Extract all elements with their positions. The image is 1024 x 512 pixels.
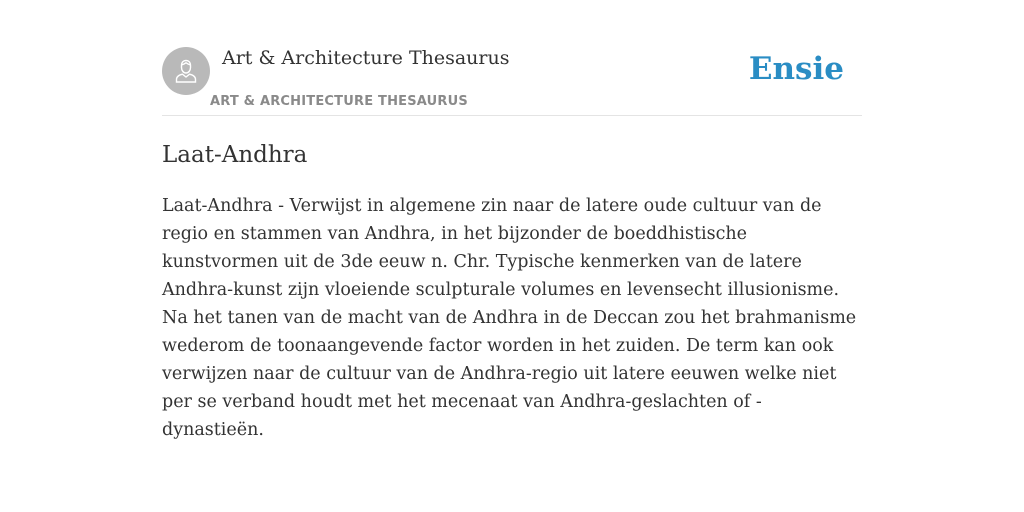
author-name[interactable]: Art & Architecture Thesaurus xyxy=(222,47,510,69)
ensie-logo[interactable]: Ensie xyxy=(748,51,844,87)
entry-header xyxy=(162,40,862,116)
term-definition: Laat-Andhra - Verwijst in algemene zin naar de latere oude cultuur van de regio en stammen van Andhra, in het bijzonder de boeddhistische kunstvormen uit de 3de eeuw n. Chr. Typische kenmerken van de latere Andhra-kunst zijn vloeiende sculpturale volumes en levensecht illusionisme. Na het tanen van de macht van de Andhra in de Deccan zou het brahmanisme wederom de toonaangevende factor worden in het zuiden. De term kan ook verwijzen naar de cultuur van de Andhra-regio uit latere eeuwen welke niet per se verband houdt met het mecenaat van Andhra-geslachten of -dynastieën. xyxy=(162,196,857,440)
entry-card xyxy=(162,40,862,444)
user-icon xyxy=(171,56,201,86)
author-avatar[interactable] xyxy=(162,47,210,95)
term-title: Laat-Andhra xyxy=(162,142,308,168)
source-label[interactable]: ART & ARCHITECTURE THESAURUS xyxy=(210,94,468,109)
